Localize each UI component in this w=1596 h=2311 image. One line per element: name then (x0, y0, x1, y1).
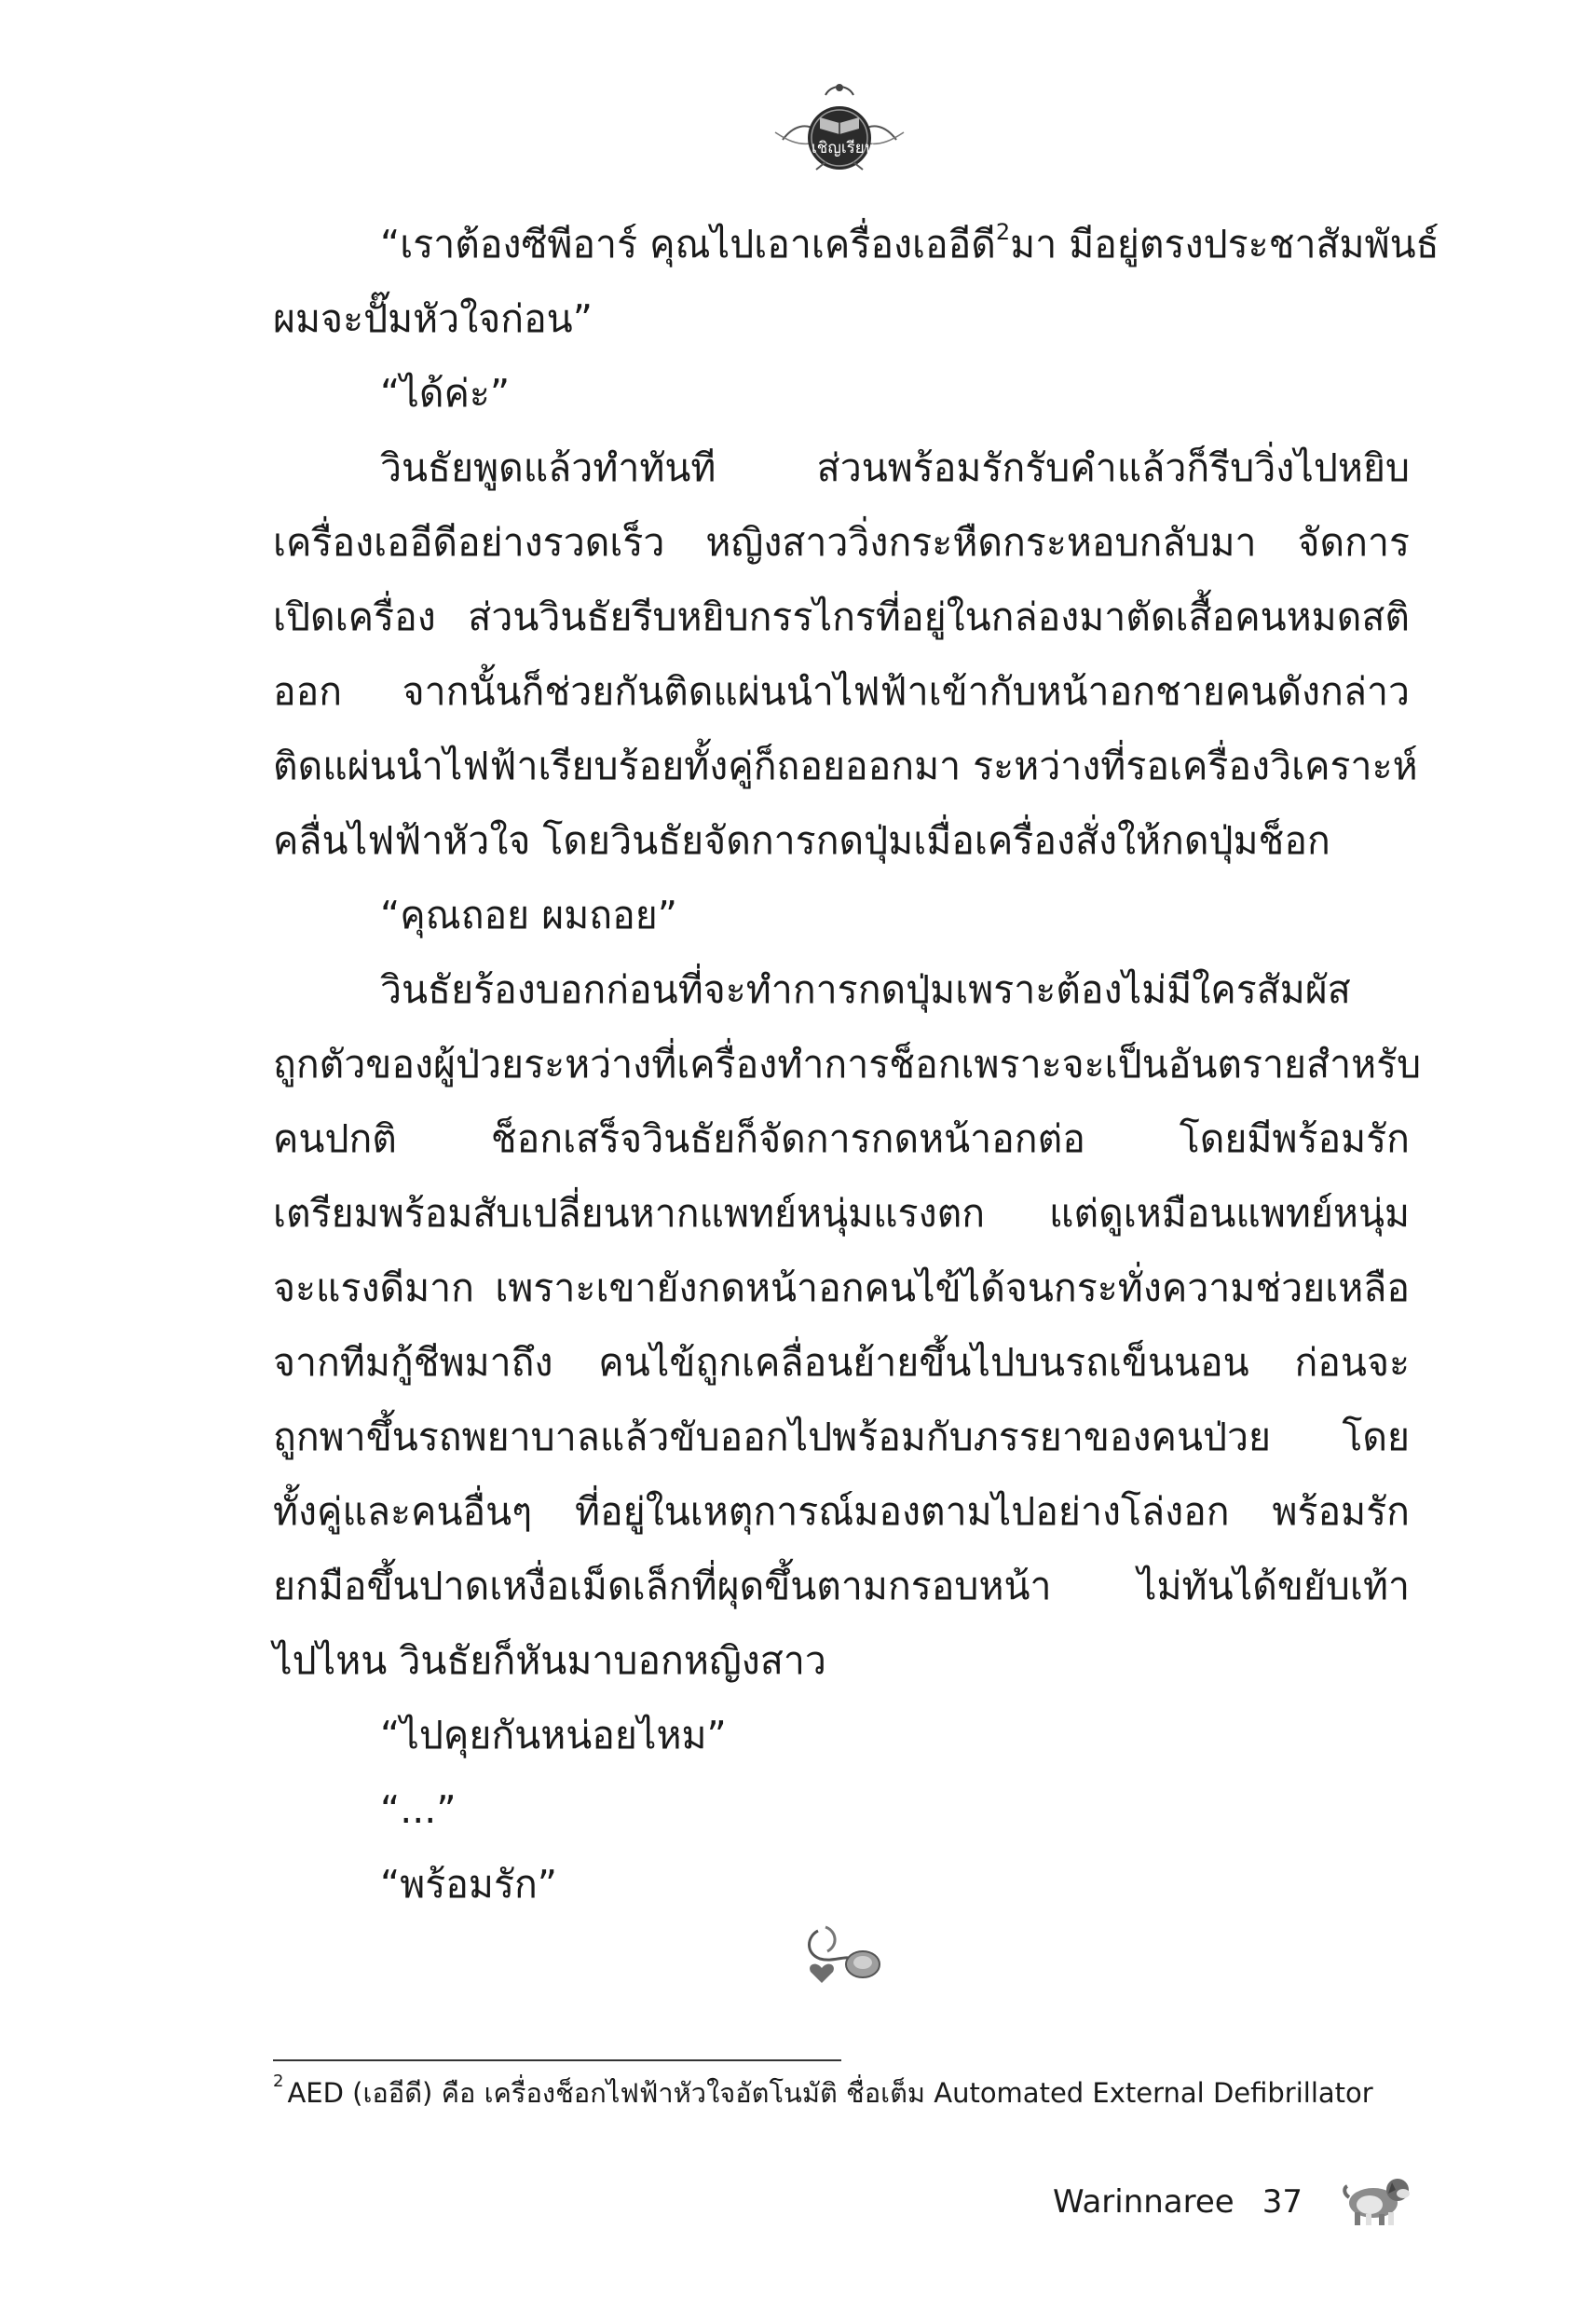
line-text: เครื่องเออีดีอย่างรวดเร็ว หญิงสาววิ่งกระหืดกระหอบกลับมา จัดการ (273, 520, 1410, 565)
line-text: เตรียมพร้อมสับเปลี่ยนหากแพทย์หนุ่มแรงตก แต่ดูเหมือนแพทย์หนุ่ม (273, 1191, 1410, 1236)
line-text: ไปไหน วินธัยก็หันมาบอกหญิงสาว (273, 1638, 826, 1683)
line-text: เปิดเครื่อง ส่วนวินธัยรีบหยิบกรรไกรที่อยู่ในกล่องมาตัดเสื้อคนหมดสติ (273, 595, 1410, 639)
paragraph (273, 356, 1410, 431)
text-line (273, 505, 1410, 580)
line-text: จากทีมกู้ชีพมาถึง คนไข้ถูกเคลื่อนย้ายขึ้นไปบนรถเข็นนอน ก่อนจะ (273, 1340, 1410, 1385)
line-text-continued: มา มีอยู่ตรงประชาสัมพันธ์ (1010, 222, 1439, 267)
text-line (273, 1400, 1410, 1474)
line-text: “ได้ค่ะ” (380, 371, 511, 416)
line-text: วินธัยพูดแล้วทำทันที ส่วนพร้อมรักรับคำแล้วก็รีบวิ่งไปหยิบ (380, 445, 1410, 490)
text-line (273, 281, 1410, 356)
line-text: “ไปคุยกันหน่อยไหม” (380, 1713, 727, 1757)
text-line (273, 654, 1410, 729)
footnote-marker: 2 (995, 219, 1011, 246)
text-line (273, 431, 1410, 505)
text-line (273, 1474, 1410, 1549)
footnote-text: AED (เออีดี) คือ เครื่องช็อกไฟฟ้าหัวใจอัตโนมัติ ชื่อเต็ม Automated External Defibrillator (287, 2077, 1373, 2109)
line-text: ติดแผ่นนำไฟฟ้าเรียบร้อยทั้งคู่ก็ถอยออกมา ระหว่างที่รอเครื่องวิเคราะห์ (273, 744, 1418, 788)
text-line (273, 1698, 1410, 1772)
text-line (273, 729, 1418, 803)
line-text: จะแรงดีมาก เพราะเขายังกดหน้าอกคนไข้ได้จนกระทั่งความช่วยเหลือ (273, 1265, 1410, 1310)
paragraph (273, 1698, 1410, 1772)
paragraph (273, 431, 1418, 878)
text-line (273, 1101, 1410, 1176)
line-text: “คุณถอย ผมถอย” (380, 893, 677, 937)
footnote-rule (273, 2059, 841, 2061)
text-line (273, 207, 1439, 281)
line-text: “...” (380, 1787, 457, 1832)
text-line (273, 1176, 1410, 1251)
text-line (273, 878, 1410, 952)
line-text: ถูกพาขึ้นรถพยาบาลแล้วขับออกไปพร้อมกับภรรยาของคนป่วย โดย (273, 1415, 1410, 1459)
text-line (273, 1251, 1410, 1325)
text-line (273, 1549, 1410, 1623)
text-line (273, 803, 1410, 878)
line-text: ทั้งคู่และคนอื่นๆ ที่อยู่ในเหตุการณ์มองตามไปอย่างโล่งอก พร้อมรัก (273, 1489, 1410, 1534)
paragraph (273, 952, 1422, 1698)
text-line (273, 1027, 1422, 1101)
line-text: ยกมือขึ้นปาดเหงื่อเม็ดเล็กที่ผุดขึ้นตามกรอบหน้า ไม่ทันได้ขยับเท้า (273, 1564, 1410, 1608)
body-text (273, 207, 1439, 1921)
line-text: ออก จากนั้นก็ช่วยกันติดแผ่นนำไฟฟ้าเข้ากับหน้าอกชายคนดังกล่าว (273, 669, 1410, 714)
page-footer (1053, 2179, 1303, 2225)
dog-icon (1342, 2169, 1414, 2229)
line-text: “พร้อมรัก” (380, 1862, 558, 1907)
paragraph (273, 1772, 1410, 1847)
footnote (273, 2074, 1419, 2112)
stethoscope-heart-icon (799, 1921, 885, 1989)
text-line (273, 356, 1410, 431)
line-text: คลื่นไฟฟ้าหัวใจ โดยวินธัยจัดการกดปุ่มเมื่อเครื่องสั่งให้กดปุ่มช็อก (273, 818, 1330, 863)
text-line (273, 1325, 1410, 1400)
line-text: วินธัยร้องบอกก่อนที่จะทำการกดปุ่มเพราะต้องไม่มีใครสัมผัส (380, 967, 1351, 1012)
line-text: ถูกตัวของผู้ป่วยระหว่างที่เครื่องทำการช็อกเพราะจะเป็นอันตรายสำหรับ (273, 1042, 1422, 1087)
text-line (273, 1847, 1410, 1921)
paragraph (273, 878, 1410, 952)
paragraph (273, 207, 1439, 356)
author-name: Warinnaree (1053, 2183, 1235, 2221)
footnote-number: 2 (273, 2072, 284, 2092)
text-line (273, 1772, 1410, 1847)
line-text: คนปกติ ช็อกเสร็จวินธัยก็จัดการกดหน้าอกต่อ โดยมีพร้อมรัก (273, 1116, 1410, 1161)
line-text: “เราต้องซีพีอาร์ คุณไปเอาเครื่องเออีดี (380, 222, 996, 267)
text-line (273, 952, 1410, 1027)
page-number: 37 (1262, 2183, 1303, 2221)
text-line (273, 580, 1410, 654)
text-line (273, 1623, 1410, 1698)
book-emblem-icon (770, 75, 909, 177)
paragraph (273, 1847, 1410, 1921)
line-text: ผมจะปั๊มหัวใจก่อน” (273, 296, 593, 341)
emblem-label: เชิญเรียน (812, 139, 876, 157)
